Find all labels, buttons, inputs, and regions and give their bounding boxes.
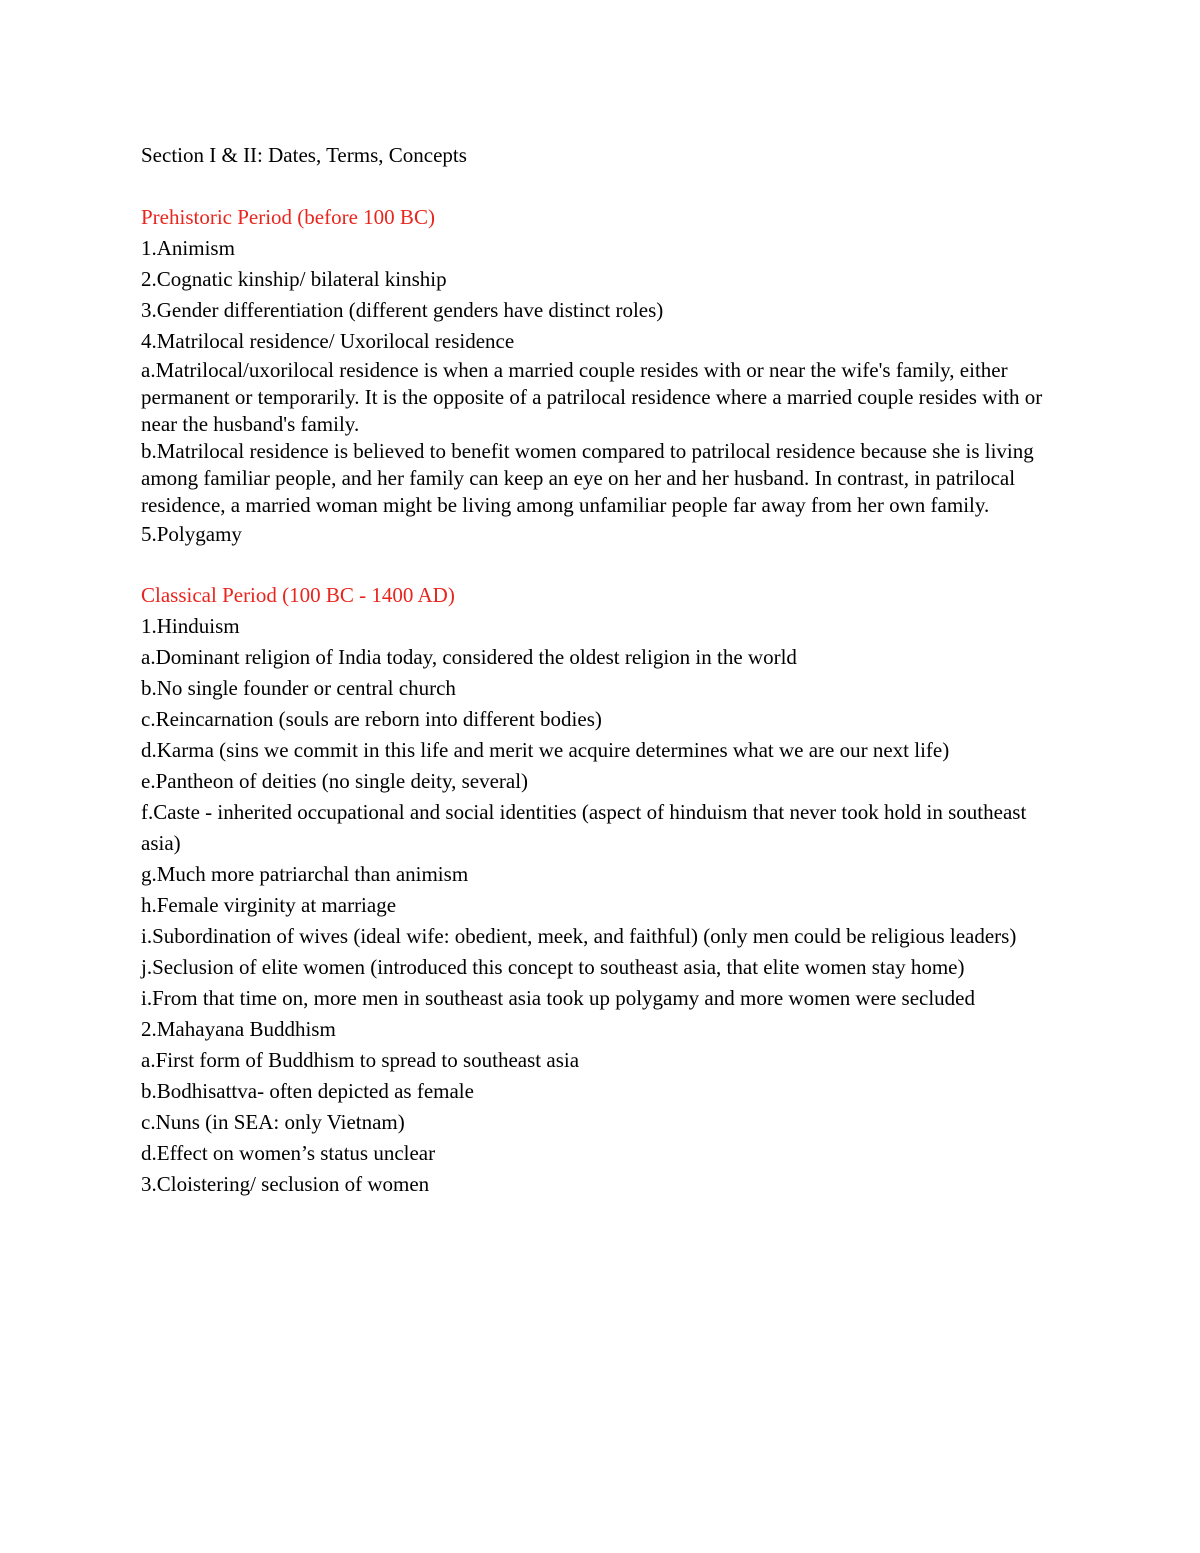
list-item-text: Seclusion of elite women (introduced this concept to southeast asia, that elite women stay home) (152, 955, 965, 979)
list-marker: e. (141, 769, 156, 793)
list-marker: h. (141, 893, 157, 917)
list-item-text: Female virginity at marriage (156, 893, 397, 917)
list-item-row (141, 952, 1071, 983)
list-item-row (141, 438, 1071, 519)
list-item-text: Pantheon of deities (no single deity, several) (155, 769, 529, 793)
list-item-row (141, 1107, 1071, 1138)
list-item-row (141, 1045, 1071, 1076)
list-item-text: Karma (sins we commit in this life and merit we acquire determines what we are our next life) (156, 738, 950, 762)
list-item (141, 1045, 1071, 1076)
list-marker: a. (141, 1048, 156, 1072)
numbered-list (141, 611, 1071, 1200)
list-marker: b. (141, 676, 157, 700)
list-item-text: Cognatic kinship/ bilateral kinship (156, 267, 447, 291)
list-marker: 4. (141, 329, 157, 353)
list-item (141, 642, 1071, 673)
list-item-text: First form of Buddhism to spread to southeast asia (155, 1048, 580, 1072)
list-item (141, 921, 1071, 952)
list-item-text: Much more patriarchal than animism (156, 862, 469, 886)
list-item-row (141, 859, 1071, 890)
list-item (141, 438, 1071, 519)
list-item (141, 611, 1071, 1014)
section-heading: Classical Period (100 BC - 1400 AD) (141, 583, 455, 607)
list-item-text: Polygamy (156, 522, 242, 546)
list-item-row (141, 233, 1071, 264)
list-item (141, 983, 1071, 1014)
list-item-row (141, 890, 1071, 921)
list-marker: 2. (141, 1017, 157, 1041)
list-item-row (141, 1138, 1071, 1169)
list-item (141, 952, 1071, 1014)
list-item-row (141, 295, 1071, 326)
list-item-row (141, 1076, 1071, 1107)
list-item-row (141, 642, 1071, 673)
list-marker: c. (141, 707, 156, 731)
sub-list (141, 357, 1071, 519)
list-item-text: Animism (156, 236, 235, 260)
list-item (141, 264, 1071, 295)
sub-list (141, 1045, 1071, 1169)
list-item (141, 1138, 1071, 1169)
list-item-row (141, 921, 1071, 952)
list-item (141, 1014, 1071, 1169)
list-item-row (141, 704, 1071, 735)
document-sections (141, 202, 1071, 1200)
list-item-text: Subordination of wives (ideal wife: obedient, meek, and faithful) (only men could be religious leaders) (152, 924, 1017, 948)
list-item-text: Dominant religion of India today, considered the oldest religion in the world (155, 645, 797, 669)
list-item-row (141, 797, 1071, 859)
list-item (141, 1169, 1071, 1200)
list-item-row (141, 983, 1071, 1014)
list-item (141, 326, 1071, 519)
list-item (141, 735, 1071, 766)
list-item-row (141, 1014, 1071, 1045)
list-item-text: Matrilocal residence/ Uxorilocal residence (156, 329, 515, 353)
list-marker: b. (141, 439, 157, 463)
list-item-text: From that time on, more men in southeast asia took up polygamy and more women were secluded (152, 986, 975, 1010)
list-item (141, 295, 1071, 326)
list-item-text: Mahayana Buddhism (156, 1017, 336, 1041)
numbered-list (141, 233, 1071, 550)
list-item-text: Hinduism (156, 614, 240, 638)
list-item-row (141, 519, 1071, 550)
list-marker: b. (141, 1079, 157, 1103)
list-marker: d. (141, 738, 157, 762)
list-item (141, 704, 1071, 735)
list-item-row (141, 1169, 1071, 1200)
list-item (141, 357, 1071, 438)
list-item (141, 766, 1071, 797)
list-marker: 3. (141, 1172, 157, 1196)
list-item (141, 1076, 1071, 1107)
list-marker: 3. (141, 298, 157, 322)
list-marker: j. (141, 955, 153, 979)
list-item-row (141, 673, 1071, 704)
document-title: Section I & II: Dates, Terms, Concepts (141, 143, 467, 167)
list-item (141, 859, 1071, 890)
list-item (141, 797, 1071, 859)
list-item-text: No single founder or central church (156, 676, 456, 700)
list-marker: g. (141, 862, 157, 886)
list-marker: i. (141, 986, 153, 1010)
list-marker: d. (141, 1141, 157, 1165)
list-marker: f. (141, 800, 154, 824)
list-item (141, 233, 1071, 264)
list-item-text: Effect on women’s status unclear (156, 1141, 436, 1165)
list-item-row (141, 766, 1071, 797)
list-marker: 1. (141, 236, 157, 260)
list-item (141, 519, 1071, 550)
list-item-row (141, 611, 1071, 642)
list-item-text: Cloistering/ seclusion of women (156, 1172, 430, 1196)
list-item (141, 1107, 1071, 1138)
list-item-row (141, 735, 1071, 766)
list-marker: c. (141, 1110, 156, 1134)
list-item-text: Nuns (in SEA: only Vietnam) (155, 1110, 405, 1134)
list-marker: 5. (141, 522, 157, 546)
list-item-text: Gender differentiation (different genders have distinct roles) (156, 298, 664, 322)
list-marker: 1. (141, 614, 157, 638)
list-item-text: Caste - inherited occupational and social identities (aspect of hinduism that never took hold in southeast asia) (141, 800, 1027, 855)
sub-list (141, 983, 1071, 1014)
list-item-text: Matrilocal residence is believed to benefit women compared to patrilocal residence because she is living among familiar people, and her family can keep an eye on her and her husband. In contrast, in patrilocal residence, a married woman might be living among unfamiliar people far away from her own family. (141, 439, 1034, 517)
list-marker: 2. (141, 267, 157, 291)
list-item (141, 890, 1071, 921)
document-page (141, 140, 1071, 1200)
list-marker: a. (141, 358, 156, 382)
list-item-text: Matrilocal/uxorilocal residence is when a married couple resides with or near the wife's family, either permanent or temporarily. It is the opposite of a patrilocal residence where a married couple resides with or near the husband's family. (141, 358, 1043, 436)
list-item (141, 673, 1071, 704)
list-marker: i. (141, 924, 153, 948)
list-item-row (141, 264, 1071, 295)
list-item-text: Bodhisattva- often depicted as female (156, 1079, 474, 1103)
list-item-text: Reincarnation (souls are reborn into different bodies) (155, 707, 602, 731)
list-item-row (141, 326, 1071, 357)
list-marker: a. (141, 645, 156, 669)
sub-list (141, 642, 1071, 1014)
list-item-row (141, 357, 1071, 438)
section-heading: Prehistoric Period (before 100 BC) (141, 205, 435, 229)
